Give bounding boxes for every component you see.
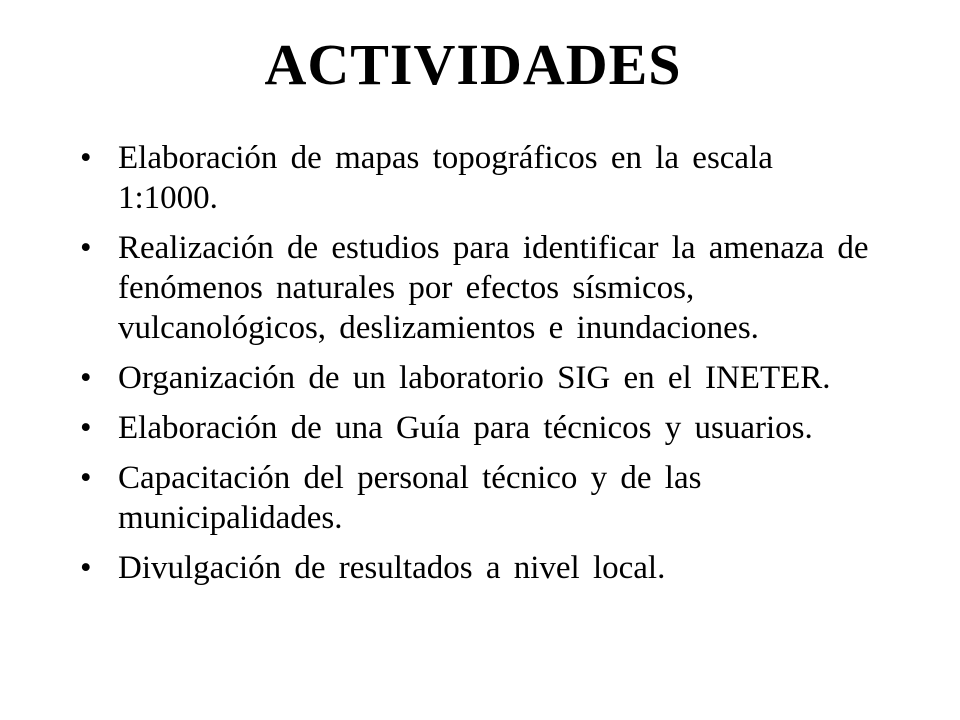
bullet-icon: • xyxy=(80,550,92,586)
bullet-item xyxy=(80,358,880,398)
bullet-icon: • xyxy=(80,140,92,176)
bullet-item xyxy=(80,138,880,218)
bullet-list xyxy=(80,138,880,598)
slide-title: ACTIVIDADES xyxy=(264,32,682,97)
bullet-item xyxy=(80,458,880,538)
bullet-text: Elaboración de mapas topográficos en la escala 1:1000. xyxy=(118,140,773,216)
bullet-icon: • xyxy=(80,360,92,396)
bullet-icon: • xyxy=(80,460,92,496)
bullet-text: Realización de estudios para identificar la amenaza de fenómenos naturales por efectos sísmicos, vulcanológicos, deslizamientos e inundaciones. xyxy=(118,230,869,346)
bullet-item xyxy=(80,408,880,448)
bullet-item xyxy=(80,228,880,348)
bullet-icon: • xyxy=(80,410,92,446)
bullet-item xyxy=(80,548,880,588)
bullet-icon: • xyxy=(80,230,92,266)
bullet-text: Elaboración de una Guía para técnicos y usuarios. xyxy=(118,410,813,446)
bullet-text: Organización de un laboratorio SIG en el INETER. xyxy=(118,360,831,396)
bullet-text: Divulgación de resultados a nivel local. xyxy=(118,550,666,586)
bullet-text: Capacitación del personal técnico y de las municipalidades. xyxy=(118,460,702,536)
